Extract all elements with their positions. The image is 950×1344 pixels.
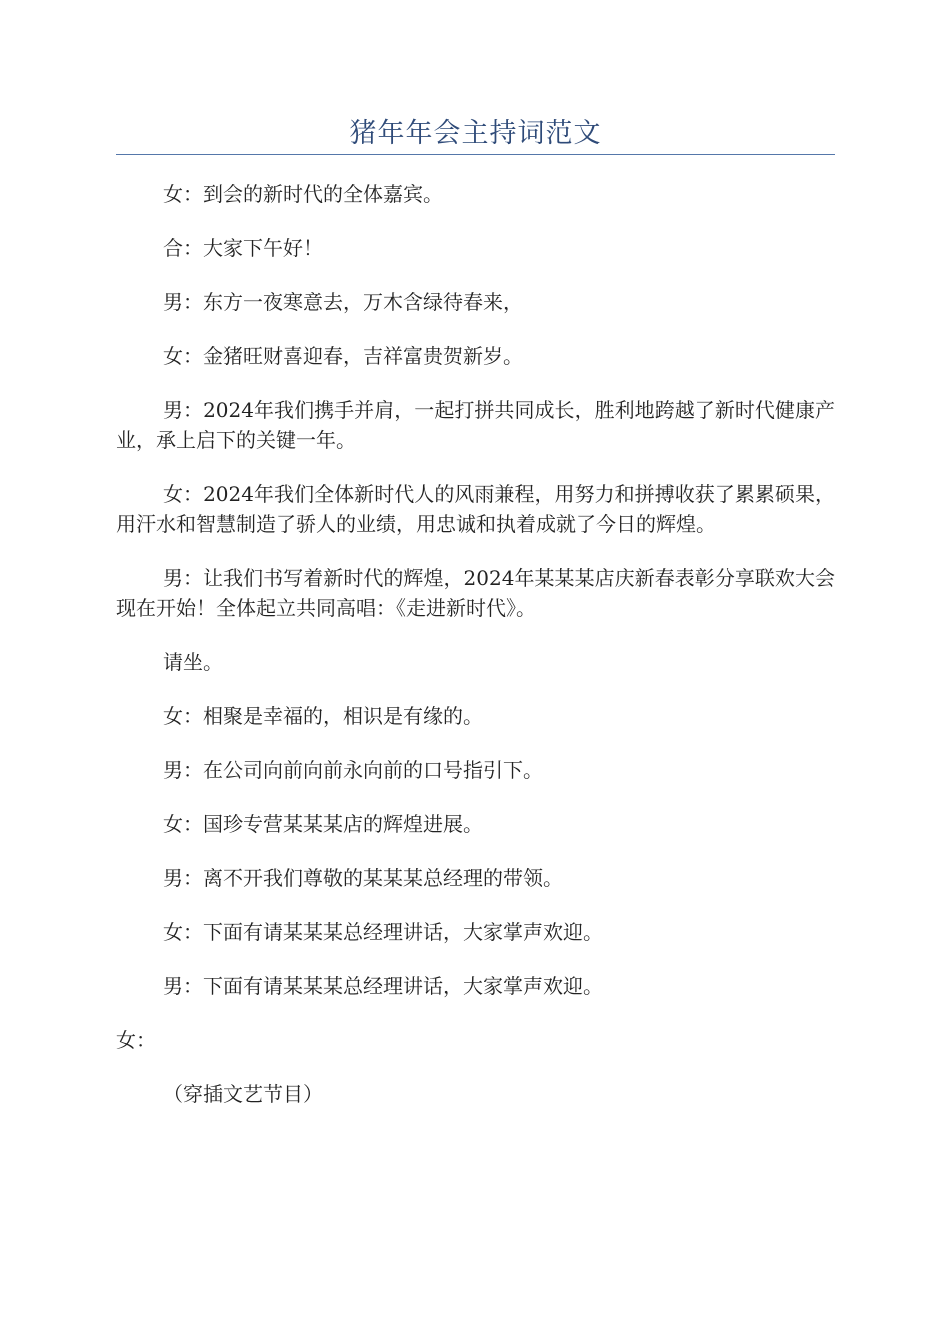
paragraph: 男：让我们书写着新时代的辉煌，2024年某某某店庆新春表彰分享联欢大会现在开始！全体起立共同高唱：《走进新时代》。 xyxy=(116,566,835,620)
paragraph: 男：2024年我们携手并肩，一起打拼共同成长，胜利地跨越了新时代健康产业，承上启下的关键一年。 xyxy=(116,398,835,452)
paragraph: 女：金猪旺财喜迎春，吉祥富贵贺新岁。 xyxy=(163,344,523,368)
paragraph: 请坐。 xyxy=(163,650,223,674)
document-title: 猪年年会主持词范文 xyxy=(349,118,602,149)
paragraph: 合：大家下午好！ xyxy=(163,236,323,260)
paragraph: 男：在公司向前向前永向前的口号指引下。 xyxy=(163,758,543,782)
paragraph: 女：国珍专营某某某店的辉煌进展。 xyxy=(163,812,483,836)
paragraph: 男：东方一夜寒意去，万木含绿待春来， xyxy=(163,290,523,314)
document-page xyxy=(116,0,835,1133)
paragraph: 女：2024年我们全体新时代人的风雨兼程，用努力和拼搏收获了累累硕果，用汗水和智慧制造了骄人的业绩，用忠诚和执着成就了今日的辉煌。 xyxy=(116,482,835,536)
paragraph: （穿插文艺节目） xyxy=(163,1082,323,1106)
paragraph: 女：相聚是幸福的，相识是有缘的。 xyxy=(163,704,483,728)
document-body xyxy=(116,155,835,1109)
paragraph: 男：离不开我们尊敬的某某某总经理的带领。 xyxy=(163,866,563,890)
paragraph: 男：下面有请某某某总经理讲话，大家掌声欢迎。 xyxy=(163,974,603,998)
paragraph: 女：到会的新时代的全体嘉宾。 xyxy=(163,182,443,206)
paragraph: 女：下面有请某某某总经理讲话，大家掌声欢迎。 xyxy=(163,920,603,944)
paragraph: 女： xyxy=(116,1028,156,1052)
